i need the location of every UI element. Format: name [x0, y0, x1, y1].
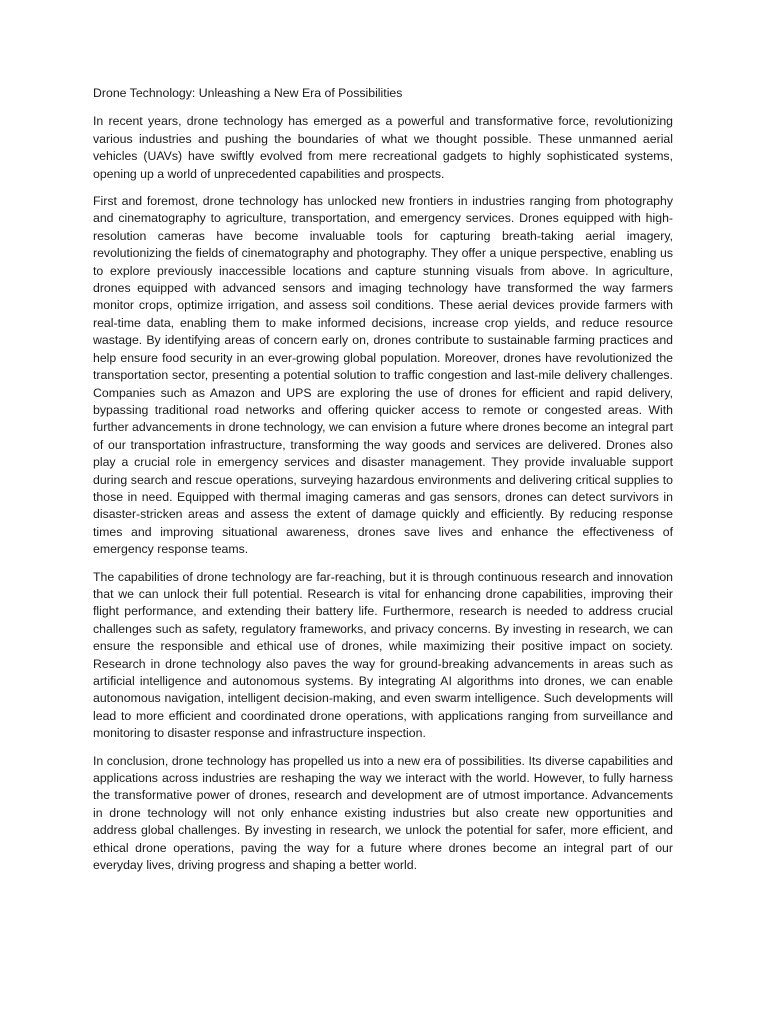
paragraph-conclusion: In conclusion, drone technology has propelled us into a new era of possibilities. Its diverse capabilities and applications across industries are reshaping the way we interact with the world. However, to fully harness the transformative power of drones, research and development are of utmost importance. Advancements in drone technology will not only enhance existing industries but also create new opportunities and address global challenges. By investing in research, we unlock the potential for safer, more efficient, and ethical drone operations, paving the way for a future where drones become an integral part of our everyday lives, driving progress and shaping a better world.	[93, 753, 673, 873]
paragraph-research: The capabilities of drone technology are far-reaching, but it is through continuous research and innovation that we can unlock their full potential. Research is vital for enhancing drone capabilities, improving their flight performance, and extending their battery life. Furthermore, research is needed to address crucial challenges such as safety, regulatory frameworks, and privacy concerns. By investing in research, we can ensure the responsible and ethical use of drones, while maximizing their positive impact on society. Research in drone technology also paves the way for ground-breaking advancements in areas such as artificial intelligence and autonomous systems. By integrating AI algorithms into drones, we can enable autonomous navigation, intelligent decision-making, and even swarm intelligence. Such developments will lead to more efficient and coordinated drone operations, with applications ranging from surveillance and monitoring to disaster response and infrastructure inspection.	[93, 569, 673, 741]
document-page	[93, 85, 673, 884]
document-title: Drone Technology: Unleashing a New Era of Possibilities	[93, 86, 403, 100]
paragraph-industries: First and foremost, drone technology has unlocked new frontiers in industries ranging from photography and cinematography to agriculture, transportation, and emergency services. Drones equipped with high-resolution cameras have become invaluable tools for capturing breath-taking aerial imagery, revolutionizing the fields of cinematography and photography. They offer a unique perspective, enabling us to explore previously inaccessible locations and capture stunning visuals from above. In agriculture, drones equipped with advanced sensors and imaging technology have transformed the way farmers monitor crops, optimize irrigation, and assess soil conditions. These aerial devices provide farmers with real-time data, enabling them to make informed decisions, increase crop yields, and reduce resource wastage. By identifying areas of concern early on, drones contribute to sustainable farming practices and help ensure food security in an ever-growing global population. Moreover, drones have revolutionized the transportation sector, presenting a potential solution to traffic congestion and last-mile delivery challenges. Companies such as Amazon and UPS are exploring the use of drones for efficient and rapid delivery, bypassing traditional road networks and offering quicker access to remote or congested areas. With further advancements in drone technology, we can envision a future where drones become an integral part of our transportation infrastructure, transforming the way goods and services are delivered. Drones also play a crucial role in emergency services and disaster management. They provide invaluable support during search and rescue operations, surveying hazardous environments and delivering critical supplies to those in need. Equipped with thermal imaging cameras and gas sensors, drones can detect survivors in disaster-stricken areas and assess the extent of damage quickly and efficiently. By reducing response times and improving situational awareness, drones save lives and enhance the effectiveness of emergency response teams.	[93, 194, 673, 557]
paragraph-introduction: In recent years, drone technology has emerged as a powerful and transformative force, revolutionizing various industries and pushing the boundaries of what we thought possible. These unmanned aerial vehicles (UAVs) have swiftly evolved from mere recreational gadgets to highly sophisticated systems, opening up a world of unprecedented capabilities and prospects.	[93, 114, 673, 181]
